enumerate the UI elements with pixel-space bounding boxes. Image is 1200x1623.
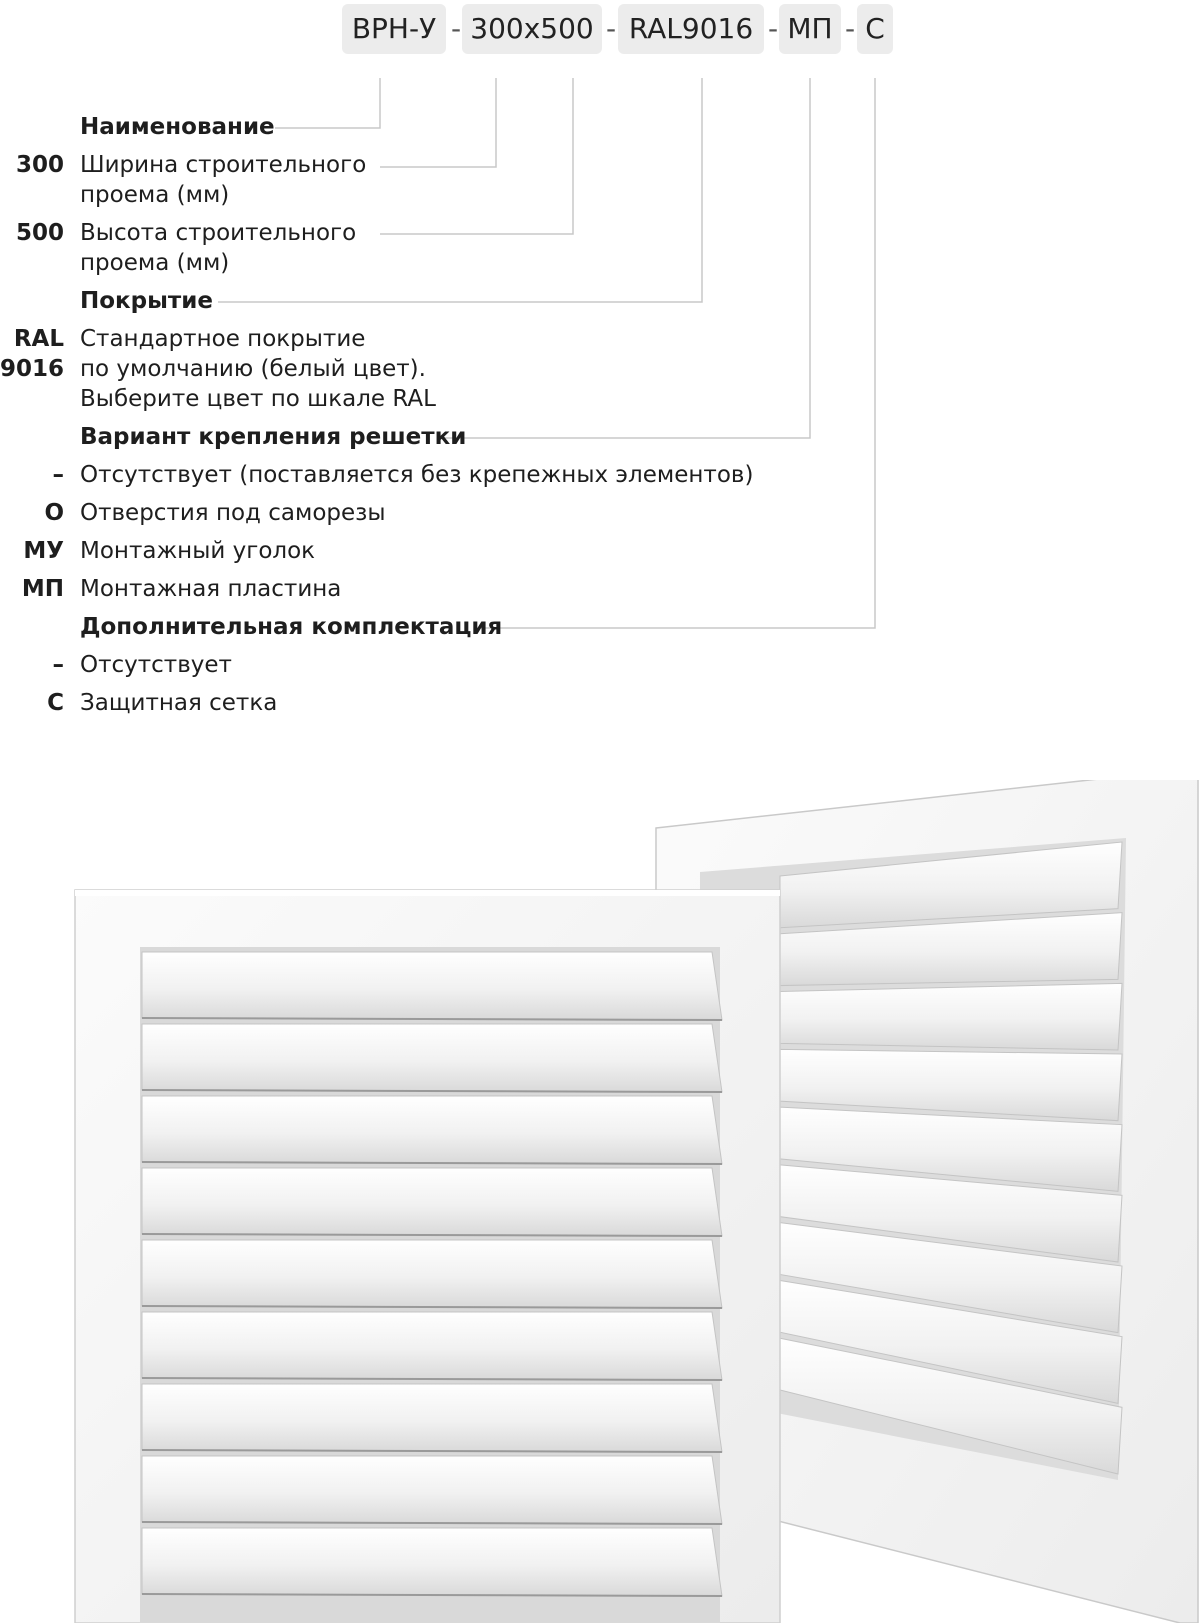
louver-slat [142,1384,722,1452]
grille-front [75,890,780,1623]
code-separator: - [845,12,856,45]
code-separator: - [768,12,779,45]
code-segment-coating: RAL9016 [618,4,764,54]
product-photo [0,780,1200,1623]
legend-heading-text: Дополнительная комплектация [80,614,503,640]
legend-code: 500 [15,220,64,246]
legend-code: – [52,652,64,678]
louver-slat [142,1024,722,1092]
louver-slat [142,1528,722,1596]
legend-code: МУ [23,538,64,564]
leader-line-mounting [444,78,810,438]
legend-text: Защитная сетка [80,690,278,716]
legend-text: Монтажный уголок [80,538,316,564]
louver-slat [142,1456,722,1524]
legend-text: Стандартное покрытие по умолчанию (белый цвет). Выберите цвет по шкале RAL [80,326,436,412]
legend-code: МП [21,576,64,602]
code-segment-size: 300x500 [462,4,602,54]
legend-code: RAL 9016 [0,326,65,382]
leader-line-name [275,78,380,128]
louver-slat [780,983,1122,1050]
legend-heading-text: Вариант крепления решетки [80,424,467,450]
code-separator: - [606,12,617,45]
leader-line-accessory [481,78,875,628]
legend-heading-text: Покрытие [80,288,213,314]
leader-line-width [380,78,496,167]
louver-slat [142,1096,722,1164]
louver-slat [142,1312,722,1380]
code-segment-name: ВРН-У [342,4,446,54]
legend-text: Высота строительного проема (мм) [80,220,357,276]
louver-slat [142,1240,722,1308]
legend-text: Отсутствует [80,652,232,678]
leader-line-height [380,78,573,234]
legend-code: О [44,500,64,526]
legend-code: С [47,690,64,716]
louver-slat [142,952,722,1020]
code-segment-mounting: МП [779,4,841,54]
legend-text: Монтажная пластина [80,576,342,602]
legend-text: Ширина строительного проема (мм) [80,152,367,208]
legend-code: 300 [15,152,64,178]
legend-heading-text: Наименование [80,114,275,140]
legend-text: Отверстия под саморезы [80,500,386,526]
legend-code: – [52,462,64,488]
louver-slat [142,1168,722,1236]
code-segment-accessory: С [857,4,893,54]
legend-text: Отсутствует (поставляется без крепежных элементов) [80,462,754,488]
code-separator: - [451,12,462,45]
